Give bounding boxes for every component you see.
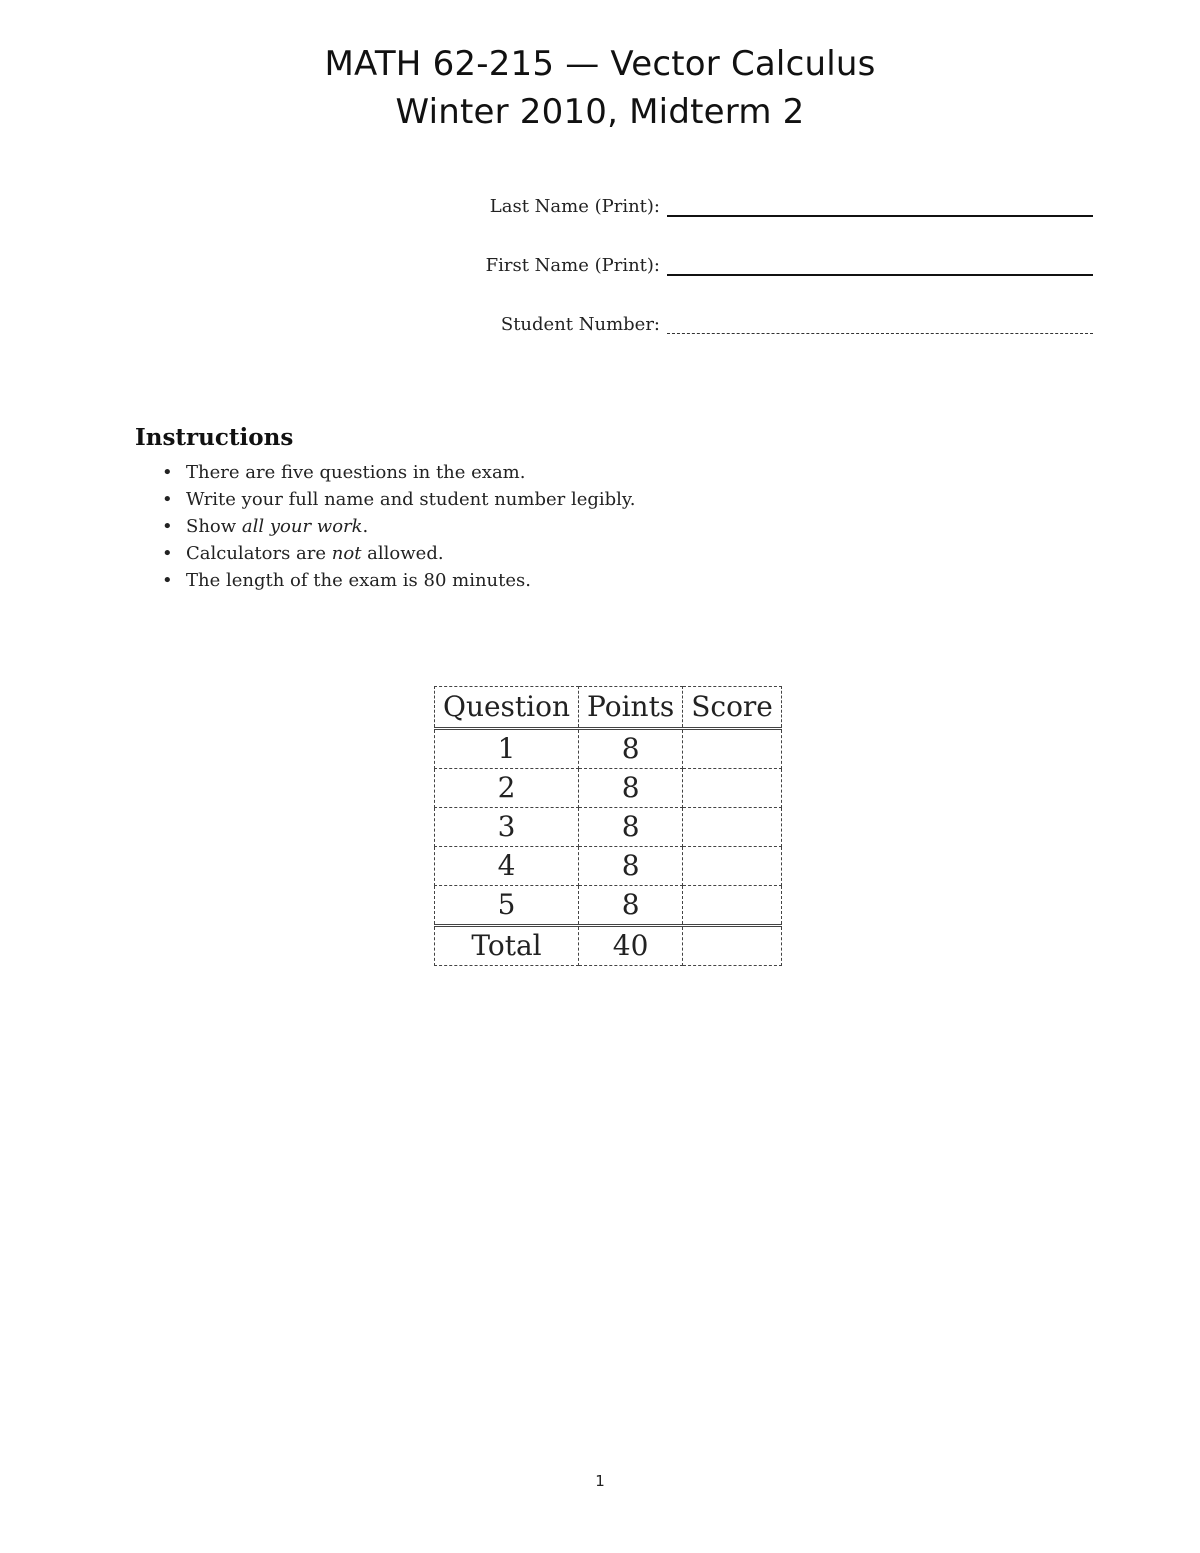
points-cell: 8 <box>579 769 683 808</box>
question-cell: 4 <box>435 847 579 886</box>
instruction-text: There are five questions in the exam. <box>186 462 526 483</box>
last-name-label: Last Name (Print): <box>489 196 660 217</box>
table-row <box>435 769 782 808</box>
score-cell[interactable] <box>683 729 782 769</box>
column-header-points: Points <box>579 687 683 729</box>
instruction-text: The length of the exam is 80 minutes. <box>186 570 531 591</box>
table-row <box>435 886 782 926</box>
table-row <box>435 808 782 847</box>
column-header-score: Score <box>683 687 782 729</box>
score-cell[interactable] <box>683 847 782 886</box>
total-score-cell[interactable] <box>683 926 782 966</box>
total-label-cell: Total <box>435 926 579 966</box>
points-cell: 8 <box>579 808 683 847</box>
instruction-item <box>160 459 635 486</box>
bullet-icon: • <box>162 489 173 510</box>
instruction-item <box>160 567 635 594</box>
bullet-icon: • <box>162 516 173 537</box>
student-number-label: Student Number: <box>500 314 660 335</box>
question-cell: 3 <box>435 808 579 847</box>
total-points-cell: 40 <box>579 926 683 966</box>
points-cell: 8 <box>579 886 683 926</box>
score-cell[interactable] <box>683 808 782 847</box>
instruction-emphasis: not <box>331 543 362 564</box>
instruction-text: . <box>362 516 369 537</box>
instructions-heading: Instructions <box>135 424 294 451</box>
instructions-list <box>160 459 635 594</box>
instruction-emphasis: all your work <box>241 516 363 537</box>
first-name-field[interactable] <box>667 274 1093 276</box>
instruction-item <box>160 486 635 513</box>
instruction-text: Show <box>186 516 242 537</box>
question-cell: 2 <box>435 769 579 808</box>
bullet-icon: • <box>162 570 173 591</box>
student-number-field[interactable] <box>667 333 1093 334</box>
score-table <box>434 686 782 966</box>
instruction-text: Calculators are <box>186 543 332 564</box>
points-cell: 8 <box>579 729 683 769</box>
bullet-icon: • <box>162 543 173 564</box>
exam-title: MATH 62-215 — Vector Calculus <box>324 44 876 84</box>
bullet-icon: • <box>162 462 173 483</box>
table-row <box>435 729 782 769</box>
first-name-label: First Name (Print): <box>485 255 660 276</box>
page-number: 1 <box>595 1472 605 1490</box>
instruction-text: Write your full name and student number legibly. <box>186 489 636 510</box>
column-header-question: Question <box>435 687 579 729</box>
instruction-item <box>160 540 635 567</box>
score-cell[interactable] <box>683 769 782 808</box>
instruction-item <box>160 513 635 540</box>
last-name-field[interactable] <box>667 215 1093 217</box>
question-cell: 5 <box>435 886 579 926</box>
table-header-row <box>435 687 782 729</box>
exam-subtitle: Winter 2010, Midterm 2 <box>395 92 805 132</box>
table-row <box>435 847 782 886</box>
instruction-text: allowed. <box>361 543 444 564</box>
table-total-row <box>435 926 782 966</box>
question-cell: 1 <box>435 729 579 769</box>
score-cell[interactable] <box>683 886 782 926</box>
points-cell: 8 <box>579 847 683 886</box>
